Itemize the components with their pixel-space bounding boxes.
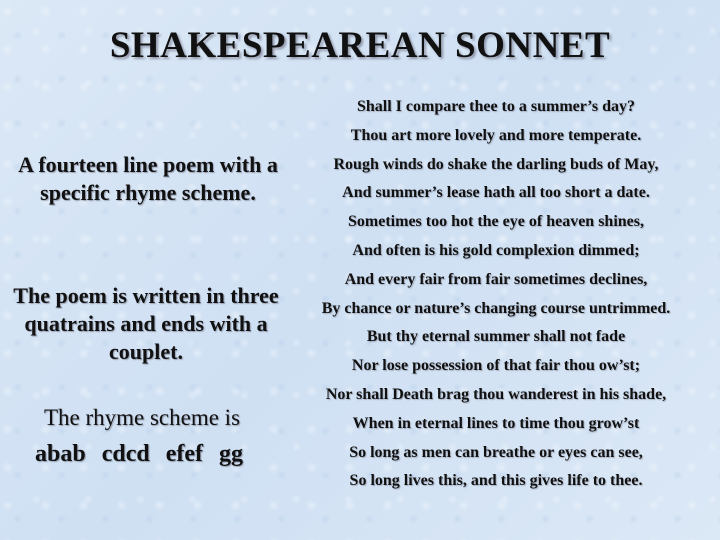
poem-line-3: Rough winds do shake the darling buds of May, [333,155,659,173]
sonnet-definition: A fourteen line poem with a specific rhyme scheme. [18,152,278,205]
poem-line-2: Thou art more lovely and more temperate. [350,126,642,144]
poem-line-4: And summer’s lease hath all too short a date. [342,184,650,202]
rhyme-scheme-label: The rhyme scheme is [43,405,241,430]
rhyme-scheme-pattern: abab cdcd efef gg [35,441,243,467]
slide-title: SHAKESPEAREAN SONNET [109,25,611,66]
poem-line-14: So long lives this, and this gives life to thee. [349,472,643,490]
poem-line-13: So long as men can breathe or eyes can see, [349,443,643,461]
poem-line-11: Nor shall Death brag thou wanderest in his shade, [325,385,667,403]
poem-line-9: But thy eternal summer shall not fade [366,328,626,346]
sonnet-poem [272,93,720,496]
poem-line-7: And every fair from fair sometimes declines, [344,270,648,288]
poem-line-12: When in eternal lines to time thou grow’st [352,414,640,432]
sonnet-structure: The poem is written in three quatrains and ends with a couplet. [13,283,279,364]
poem-line-10: Nor lose possession of that fair thou ow’st; [351,357,641,375]
poem-line-8: By chance or nature’s changing course untrimmed. [321,299,671,317]
poem-line-1: Shall I compare thee to a summer’s day? [356,98,636,115]
poem-line-6: And often is his gold complexion dimmed; [352,241,640,259]
poem-line-5: Sometimes too hot the eye of heaven shines, [348,213,644,231]
